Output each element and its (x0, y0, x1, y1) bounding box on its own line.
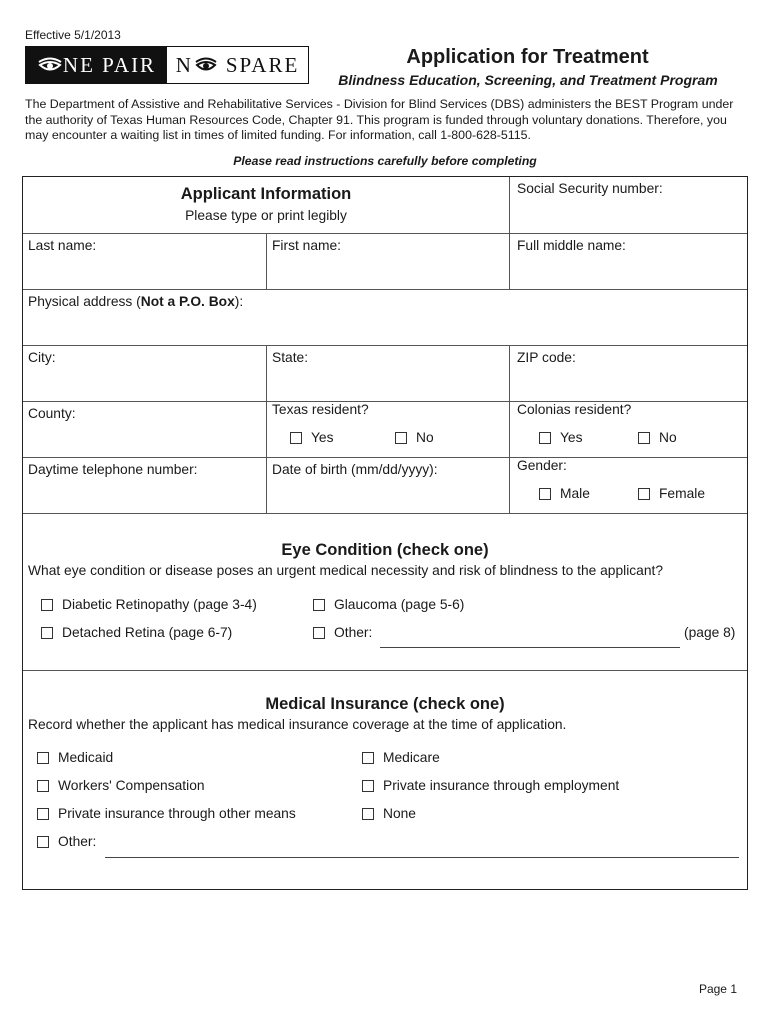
row-divider (23, 233, 747, 234)
diabetic-retinopathy-checkbox[interactable] (41, 597, 257, 612)
checkbox-label: Male (560, 486, 590, 501)
last-name-field[interactable]: Last name: (28, 238, 97, 253)
logo-left-text: NE PAIR (62, 52, 157, 77)
address-label-bold: Not a P.O. Box (140, 294, 235, 309)
logo-right-text: SPARE (225, 52, 300, 77)
checkbox-label: Workers' Compensation (58, 778, 205, 793)
checkbox-box[interactable] (37, 752, 49, 764)
eye-icon (194, 56, 218, 74)
applicant-info-subheading: Please type or print legibly (185, 208, 347, 223)
medicare-checkbox[interactable] (362, 750, 440, 765)
checkbox-label: Private insurance through employment (383, 778, 620, 793)
logo-n-text: N (175, 52, 193, 77)
logo-right-panel (167, 47, 308, 83)
private-insurance-other-checkbox[interactable] (37, 806, 296, 821)
eye-other-page-ref: (page 8) (684, 625, 736, 640)
eye-other-checkbox[interactable] (313, 625, 372, 640)
checkbox-box[interactable] (37, 836, 49, 848)
checkbox-box[interactable] (37, 808, 49, 820)
checkbox-box[interactable] (41, 599, 53, 611)
colonias-resident-yes-checkbox[interactable] (539, 430, 583, 445)
state-field[interactable]: State: (272, 350, 309, 365)
no-insurance-checkbox[interactable] (362, 806, 416, 821)
column-divider (509, 345, 510, 513)
glaucoma-checkbox[interactable] (313, 597, 464, 612)
checkbox-box[interactable] (362, 808, 374, 820)
private-insurance-employment-checkbox[interactable] (362, 778, 619, 793)
logo-left-panel (26, 47, 167, 83)
medical-insurance-heading: Medical Insurance (check one) (265, 695, 505, 713)
checkbox-label: Medicaid (58, 750, 114, 765)
row-divider (23, 289, 747, 290)
address-label-prefix: Physical address ( (28, 294, 141, 309)
city-field[interactable]: City: (28, 350, 56, 365)
page-number: Page 1 (698, 982, 737, 996)
colonias-resident-label: Colonias resident? (517, 402, 632, 417)
checkbox-label: Yes (560, 430, 583, 445)
checkbox-label: Diabetic Retinopathy (page 3-4) (62, 597, 257, 612)
insurance-other-checkbox[interactable] (37, 834, 96, 849)
medical-insurance-question: Record whether the applicant has medical insurance coverage at the time of application. (28, 717, 567, 732)
checkbox-label: Other: (58, 834, 97, 849)
checkbox-box[interactable] (638, 488, 650, 500)
medicaid-checkbox[interactable] (37, 750, 113, 765)
texas-resident-label: Texas resident? (272, 402, 369, 417)
checkbox-label: No (659, 430, 677, 445)
checkbox-box[interactable] (41, 627, 53, 639)
checkbox-label: Medicare (383, 750, 440, 765)
checkbox-label: Yes (311, 430, 334, 445)
row-divider (23, 513, 747, 514)
county-field[interactable]: County: (28, 406, 76, 421)
middle-name-field[interactable]: Full middle name: (517, 238, 626, 253)
application-form (22, 176, 748, 890)
checkbox-box[interactable] (313, 627, 325, 639)
texas-resident-yes-checkbox[interactable] (290, 430, 334, 445)
column-divider (509, 177, 510, 289)
checkbox-label: Detached Retina (page 6-7) (62, 625, 233, 640)
checkbox-label: No (416, 430, 434, 445)
checkbox-box[interactable] (539, 488, 551, 500)
checkbox-box[interactable] (362, 780, 374, 792)
row-divider (23, 457, 747, 458)
effective-date: Effective 5/1/2013 (25, 28, 121, 42)
checkbox-label: Other: (334, 625, 373, 640)
address-label-suffix: ): (234, 294, 244, 309)
eye-icon (37, 56, 63, 74)
page-title: Application for Treatment (406, 46, 649, 68)
checkbox-box[interactable] (37, 780, 49, 792)
section-divider (23, 670, 747, 671)
checkbox-box[interactable] (362, 752, 374, 764)
checkbox-label: Glaucoma (page 5-6) (334, 597, 465, 612)
row-divider (23, 345, 747, 346)
insurance-other-input[interactable] (105, 857, 739, 858)
page-subtitle: Blindness Education, Screening, and Treatment Program (338, 72, 718, 88)
eye-condition-question: What eye condition or disease poses an urgent medical necessity and risk of blindness to the applicant? (28, 563, 664, 578)
first-name-field[interactable]: First name: (272, 238, 341, 253)
zip-field[interactable]: ZIP code: (517, 350, 576, 365)
texas-resident-no-checkbox[interactable] (395, 430, 434, 445)
checkbox-label: Private insurance through other means (58, 806, 296, 821)
checkbox-label: Female (659, 486, 706, 501)
gender-label: Gender: (517, 458, 567, 473)
applicant-info-heading: Applicant Information (180, 185, 352, 203)
date-of-birth-field[interactable]: Date of birth (mm/dd/yyyy): (272, 462, 438, 477)
daytime-phone-field[interactable]: Daytime telephone number: (28, 462, 198, 477)
checkbox-box[interactable] (539, 432, 551, 444)
column-divider (266, 233, 267, 289)
instructions-note: Please read instructions carefully before completing (233, 154, 537, 168)
column-divider (266, 345, 267, 513)
gender-male-checkbox[interactable] (539, 486, 590, 501)
ssn-field[interactable]: Social Security number: (517, 181, 663, 196)
checkbox-box[interactable] (395, 432, 407, 444)
workers-compensation-checkbox[interactable] (37, 778, 205, 793)
checkbox-box[interactable] (638, 432, 650, 444)
checkbox-label: None (383, 806, 416, 821)
intro-paragraph: The Department of Assistive and Rehabilitative Services - Division for Blind Services (DBS) administers the BEST Program under the authority of Texas Human Resources Code, Chapter 91. This program is funded through voluntary donations. Therefore, you may encounter a waiting list in times of limited funding. For information, call 1-800-628-5115. (25, 97, 734, 142)
eye-other-input[interactable] (380, 647, 680, 648)
one-pair-no-spare-logo (25, 46, 309, 84)
checkbox-box[interactable] (313, 599, 325, 611)
gender-female-checkbox[interactable] (638, 486, 705, 501)
physical-address-field[interactable] (28, 294, 243, 309)
colonias-resident-no-checkbox[interactable] (638, 430, 677, 445)
detached-retina-checkbox[interactable] (41, 625, 232, 640)
eye-condition-heading: Eye Condition (check one) (281, 541, 489, 559)
checkbox-box[interactable] (290, 432, 302, 444)
row-divider (23, 401, 747, 402)
